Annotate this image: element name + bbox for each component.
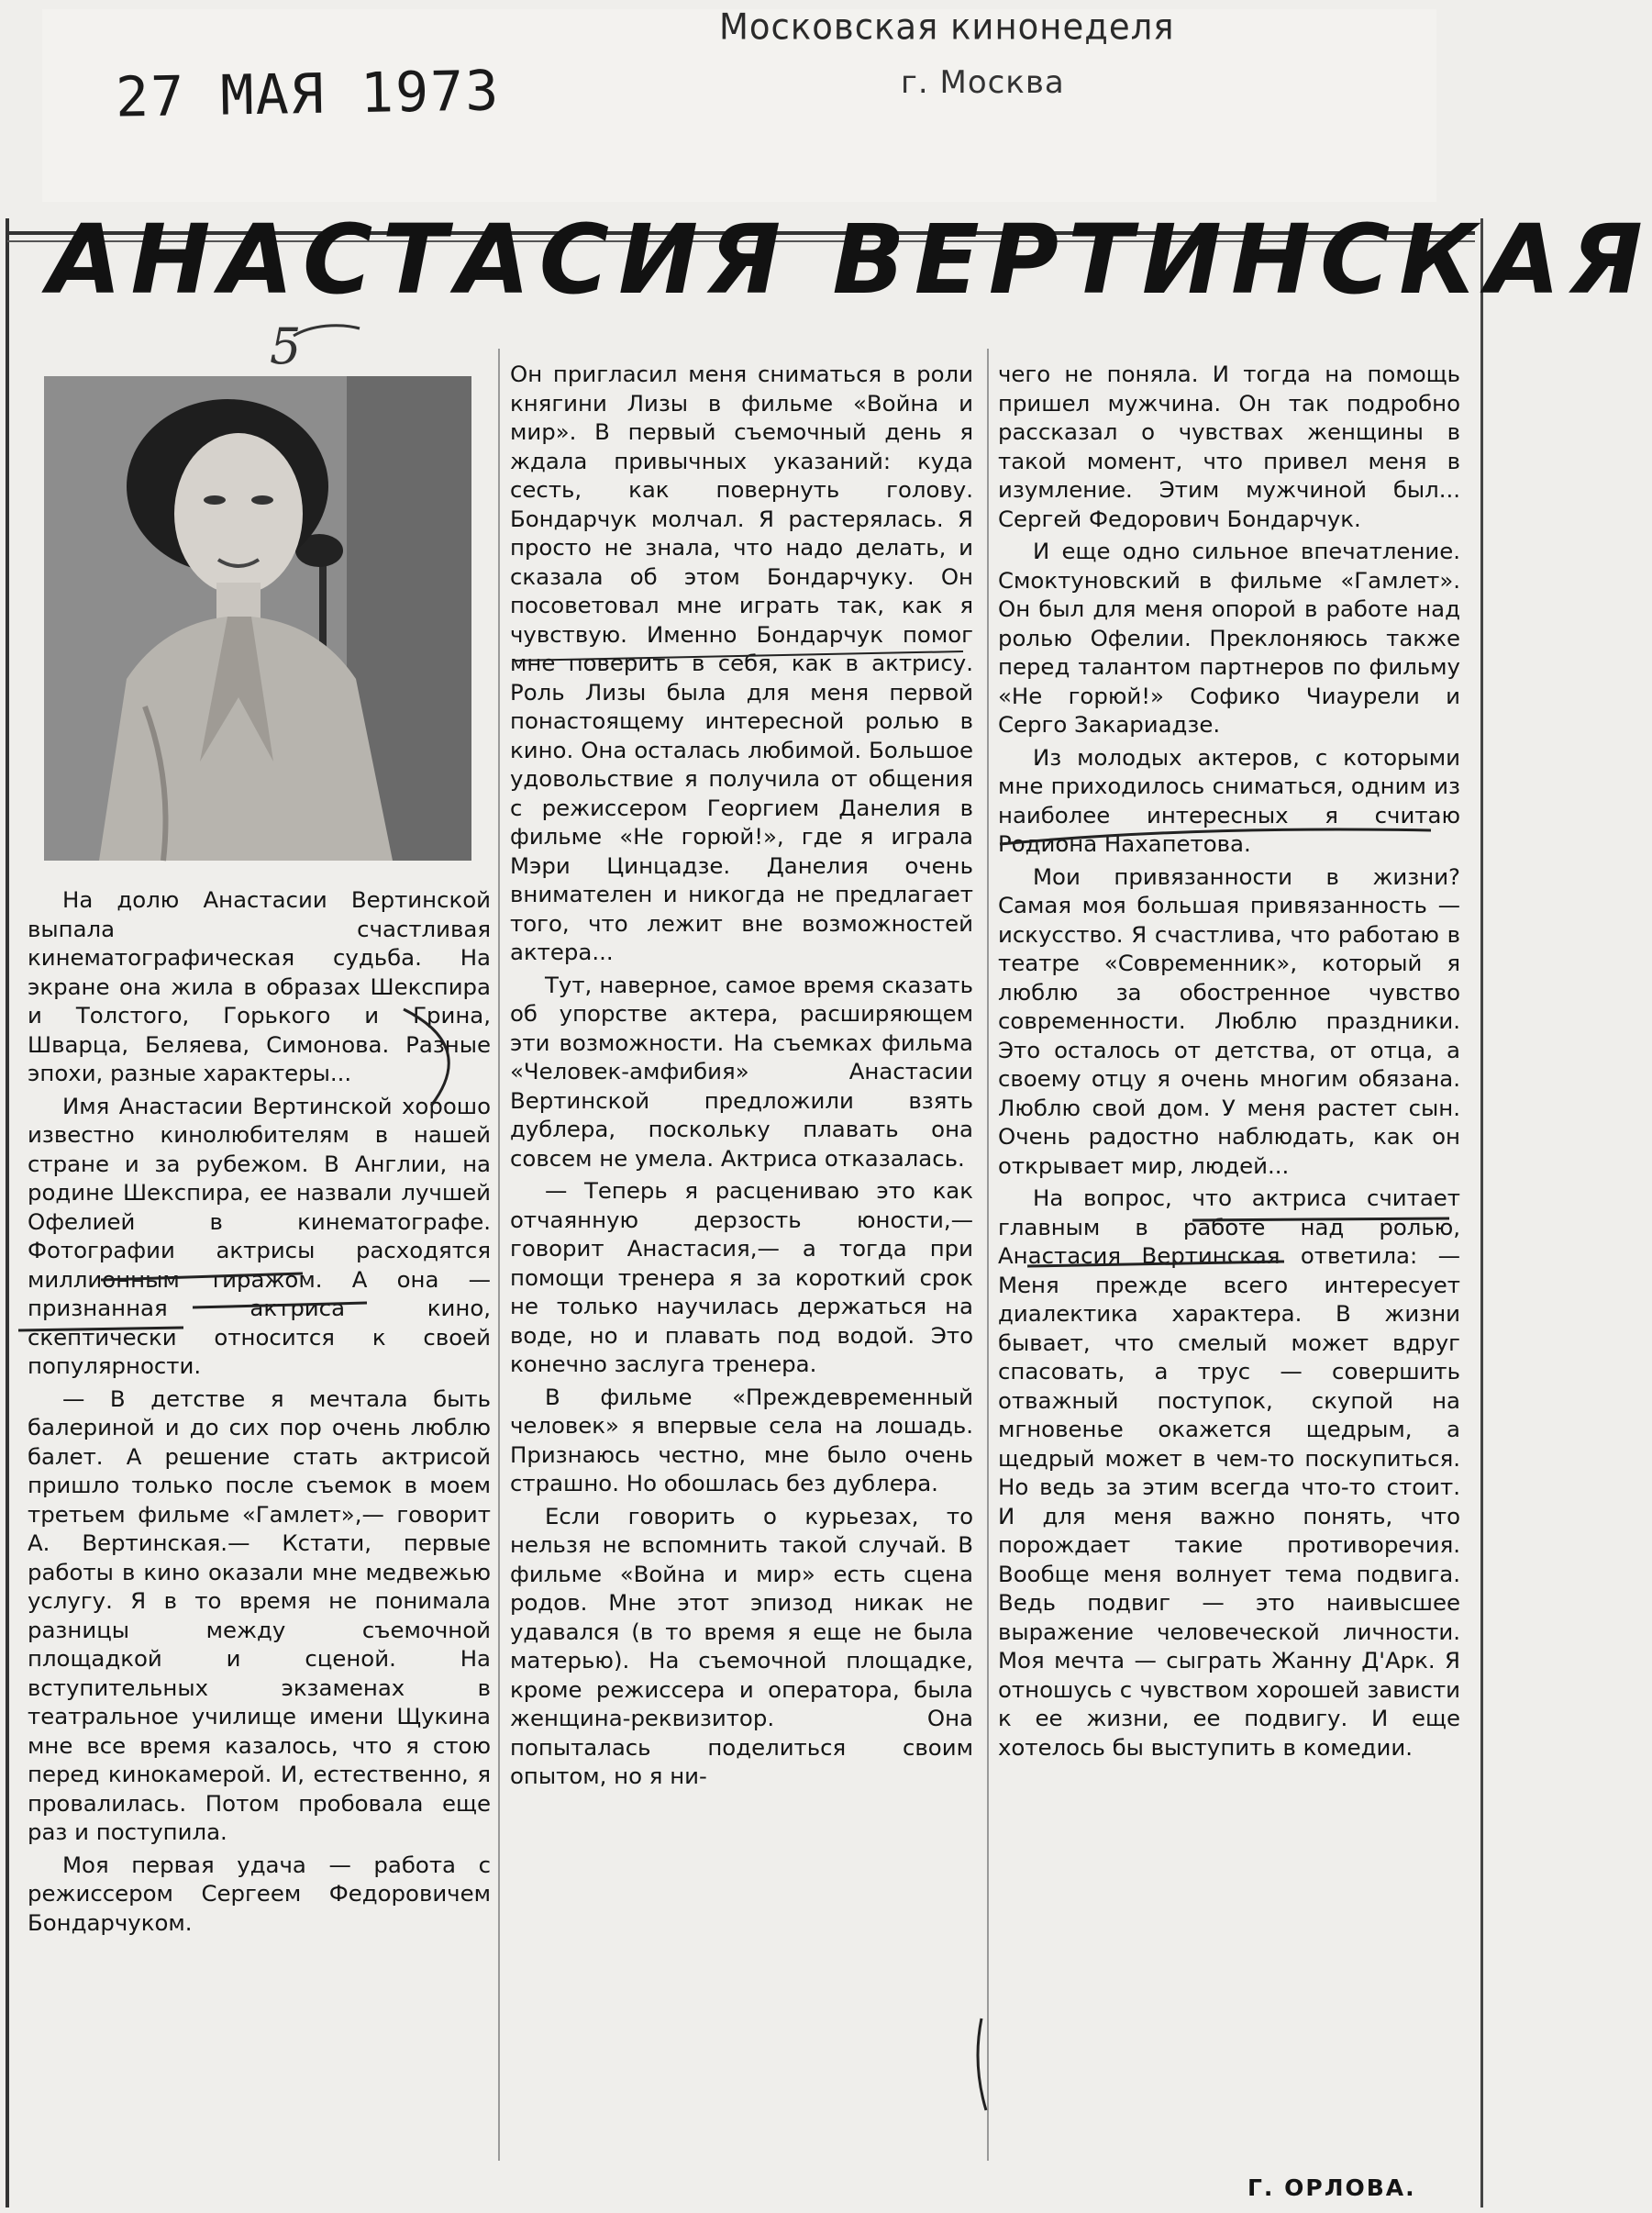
city-stamp: г. Москва <box>901 64 1065 101</box>
article-column-3 <box>998 360 1460 1765</box>
date-stamp: 27 МАЯ 1973 <box>115 59 501 130</box>
paragraph: — Теперь я расцениваю это как отчаянную дерзость юности,— говорит Анастасия,— а тогда при помощи тренера я за короткий срок не только научилась держаться на воде, но и плавать под водой. Это конечно заслуга тренера. <box>510 1177 973 1377</box>
article-column-2 <box>510 360 973 1795</box>
paragraph: Имя Анастасии Вертинской хорошо известно кинолюбителям в нашей стране и за рубежом. В Англии, на родине Шекспира, ее назвали лучшей Офелией в кинематографе. Фотографии актрисы расходятся миллионным тиражом. А она — признанная актриса кино, скептически относится к своей популярности. <box>28 1092 491 1379</box>
pencil-page-mark-text: 5 <box>270 317 302 375</box>
article-column-1 <box>28 885 491 1941</box>
paragraph: На вопрос, что актриса считает главным в работе над ролью, Анастасия Вертинская ответила: — Меня прежде всего интересует диалектика характера. В жизни бывает, что смелый может вдруг спасовать, а трус — совершить отважный поступок, скупой на мгновенье окажется щедрым, а щедрый может в чем-то поскупиться. Но ведь за этим всегда что-то стоит. И для меня важно понять, что порождает такие противоречия. Вообще меня волнует тема подвига. Ведь подвиг — это наивысшее выражение человеческой личности. Моя мечта — сыграть Жанну Д'Арк. Я отношусь с чувством хорошей зависти к ее жизни, ее подвигу. И еще хотелось бы выступить в комедии. <box>998 1184 1460 1761</box>
source-stamp: Московская кинонеделя <box>719 6 1175 49</box>
author-signature: Г. ОРЛОВА. <box>1247 2174 1416 2201</box>
paragraph: Мои привязанности в жизни? Самая моя большая привязанность — искусство. Я счастлива, что работаю в театре «Современник», который я люблю за обостренное чувство современности. Люблю праздники. Это осталось от детства, от отца, а своему отцу я очень многим обязана. Люблю свой дом. У меня растет сын. Очень радостно наблюдать, как он открывает мир, людей... <box>998 862 1460 1179</box>
column-rule-2 <box>987 349 989 2161</box>
paragraph: Он пригласил меня сниматься в роли княгини Лизы в фильме «Война и мир». В первый съемочный день я ждала привычных указаний: куда сесть, как повернуть голову. Бондарчук молчал. Я растерялась. Я просто не знала, что надо делать, и сказала об этом Бондарчуку. Он посоветовал мне играть так, как я чувствую. Именно Бондарчук помог мне поверить в себя, как в актрису. Роль Лизы была для меня первой понастоящему интересной ролью в кино. Она осталась любимой. Большое удовольствие я получила от общения с режиссером Георгием Данелия в фильме «Не горюй!», где я играла Мэри Цинцадзе. Данелия очень внимателен и никогда не предлагает того, что лежит вне возможностей актера... <box>510 361 973 965</box>
paragraph: чего не поняла. И тогда на помощь пришел мужчина. Он так подробно рассказал о чувствах женщины в такой момент, что привел меня в изумление. Этим мужчиной был... Сергей Федорович Бондарчук. <box>998 361 1460 532</box>
paragraph: В фильме «Преждевременный человек» я впервые села на лошадь. Признаюсь честно, мне было очень страшно. Но обошлась без дублера. <box>510 1383 973 1496</box>
paragraph: Моя первая удача — работа с режиссером Сергеем Федоровичем Бондарчуком. <box>28 1851 491 1936</box>
paragraph: На долю Анастасии Вертинской выпала счастливая кинематографическая судьба. На экране она жила в образах Шекспира и Толстого, Горького и Грина, Шварца, Беляева, Симонова. Разные эпохи, разные характеры... <box>28 886 491 1086</box>
article-headline: АНАСТАСИЯ ВЕРТИНСКАЯ <box>48 204 1652 316</box>
paragraph: Тут, наверное, самое время сказать об упорстве актера, расширяющем эти возможности. На съемках фильма «Человек-амфибия» Анастасии Вертинской предложили взять дублера, поскольку плавать она совсем не умела. Актриса отказалась. <box>510 971 973 1172</box>
paragraph: Если говорить о курьезах, то нельзя не вспомнить такой случай. В фильме «Война и мир» есть сцена родов. Мне этот эпизод никак не удавался (в то время я еще не была матерью). На съемочной площадке, кроме режиссера и оператора, была женщина-реквизитор. Она попыталась поделиться своим опытом, но я ни- <box>510 1502 973 1789</box>
paragraph: И еще одно сильное впечатление. Смоктуновский в фильме «Гамлет». Он был для меня опорой в работе над ролью Офелии. Преклоняюсь также перед талантом партнеров по фильму «Не горюй!» Софико Чиаурели и Серго Закариадзе. <box>998 538 1460 738</box>
paragraph: — В детстве я мечтала быть балериной и до сих пор очень люблю балет. А решение стать актрисой пришло только после съемок в моем третьем фильме «Гамлет»,— говорит А. Вертинская.— Кстати, первые работы в кино оказали мне медвежью услугу. Я в то время не понимала разницы между съемочной площадкой и сценой. На вступительных экзаменах в театральное училище имени Щукина мне все время казалось, что я стою перед кинокамерой. И, естественно, я провалилась. Потом пробовала еще раз и поступила. <box>28 1385 491 1845</box>
column-rule-1 <box>498 349 500 2161</box>
paragraph: Из молодых актеров, с которыми мне приходилось сниматься, одним из наиболее интересных я считаю Родиона Нахапетова. <box>998 743 1460 857</box>
portrait-photo <box>44 376 471 861</box>
